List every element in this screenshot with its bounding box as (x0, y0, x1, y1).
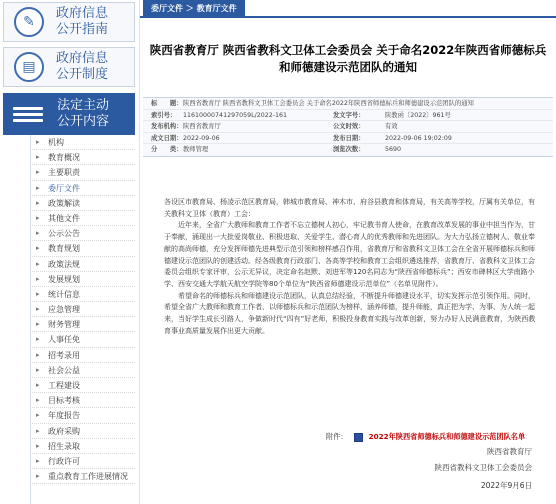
breadcrumb-bar (140, 0, 556, 18)
meta-cat-key: 分 类： (151, 146, 183, 153)
salutation: 各设区市教育局、杨凌示范区教育局，韩城市教育局、神木市、府谷县教育和体育局，有关高等学校，厅属有关单位，有关教科文卫体（教育）工会： (164, 198, 535, 218)
document-icon: ▤ (14, 52, 44, 82)
sidebar-item-personnel[interactable]: ▸ 人事任免 (30, 332, 135, 347)
breadcrumb[interactable]: 委厅文件 ＞ 教育厅文件 (143, 0, 245, 18)
sidebar-item-overview[interactable]: ▸ 教育概况 (30, 150, 135, 165)
word-file-icon (354, 433, 363, 442)
meta-views-value: 5690 (385, 146, 402, 153)
main-content (139, 0, 556, 504)
sidebar-item-dev-planning[interactable]: ▸ 发展规划 (30, 272, 135, 287)
meta-table (143, 97, 553, 157)
attachment-label: 附件： (326, 432, 348, 441)
meta-title-value: 陕西省教育厅 陕西省教科文卫体工会委员会 关于命名2022年陕西省师德标兵和师德建设示范团队的通知 (183, 100, 474, 107)
sidebar-item-policy-interpret[interactable]: ▸ 政策解读 (30, 196, 135, 211)
page-title (140, 42, 556, 76)
meta-title-key: 标 题： (151, 100, 183, 107)
sidebar-item-documents[interactable]: ▸ 委厅文件 (30, 181, 135, 196)
sidebar-item-duties[interactable]: ▸ 主要职责 (30, 165, 135, 180)
meta-row-index (143, 110, 553, 122)
active-section-card[interactable] (3, 93, 135, 135)
sidebar-item-construction[interactable]: ▸ 工程建设 (30, 378, 135, 393)
meta-cat-value: 教师管理 (183, 146, 209, 153)
meta-valid-value: 有效 (385, 123, 398, 130)
sidebar-item-public-welfare[interactable]: ▸ 社会公益 (30, 363, 135, 378)
attachment (326, 432, 525, 442)
system-card-line2: 公开制度 (56, 67, 109, 82)
active-card-line1: 法定主动 (57, 98, 110, 113)
sidebar-item-other-docs[interactable]: ▸ 其他文件 (30, 211, 135, 226)
meta-row-title (143, 98, 553, 110)
signature-org2: 陕西省教科文卫体工会委员会 (434, 463, 532, 472)
guide-card[interactable] (3, 2, 135, 42)
sidebar-item-jigou[interactable]: ▸ 机构 (30, 135, 135, 150)
sidebar-item-recruitment[interactable]: ▸ 招考录用 (30, 348, 135, 363)
sidebar-item-annual-report[interactable]: ▸ 年度报告 (30, 408, 135, 423)
meta-row-date (143, 133, 553, 145)
meta-pub-key: 发布日期： (333, 134, 365, 142)
title-line1: 陕西省教育厅 陕西省教科文卫体工会委员会 关于命名2022年陕西省师德标兵 (149, 43, 547, 57)
meta-pub-value: 2022-09-06 19:02:09 (385, 134, 452, 142)
meta-date-value: 2022-09-06 (183, 134, 220, 142)
sidebar-item-assessment[interactable]: ▸ 目标考核 (30, 393, 135, 408)
active-card-line2: 公开内容 (57, 114, 110, 129)
compass-icon: ✎ (14, 7, 44, 37)
meta-valid-key: 公文时效： (333, 123, 365, 130)
guide-card-line2: 公开指南 (56, 22, 109, 37)
meta-views-key: 浏览次数： (333, 146, 365, 153)
sidebar-item-edu-planning[interactable]: ▸ 教育规划 (30, 241, 135, 256)
menu-icon (13, 99, 43, 129)
sidebar-item-statistics[interactable]: ▸ 统计信息 (30, 287, 135, 302)
sidebar-item-announcements[interactable]: ▸ 公示公告 (30, 226, 135, 241)
signature-org1: 陕西省教育厅 (487, 447, 532, 456)
meta-row-category (143, 144, 553, 156)
meta-index-value: 11610000741297059L/2022-161 (183, 111, 288, 119)
meta-row-org (143, 121, 553, 133)
meta-org-key: 发布机构： (151, 123, 183, 130)
attachment-link[interactable]: 2022年陕西省师德标兵和师德建设示范团队名单 (368, 432, 526, 441)
sidebar-item-emergency[interactable]: ▸ 应急管理 (30, 302, 135, 317)
sidebar-item-finance[interactable]: ▸ 财务管理 (30, 317, 135, 332)
sidebar-item-admissions[interactable]: ▸ 招生录取 (30, 439, 135, 454)
system-card[interactable] (3, 47, 135, 87)
paragraph-2: 希望命名的师德标兵和师德建设示范团队，认真总结经验，不断提升师德建设水平，切实发挥示范引领作用。同时，希望全省广大教师和教育工作者，以师德标兵和示范团队为榜样，涵养师德，提升师能，真正把为学、为事、为人统一起来，当好学生成长引路人，争做新时代“四有”好老师，积极投身教育实践与改革创新，努力办好人民满意教育，为陕西教育事业高质量发展作出更大贡献。 (164, 291, 536, 335)
signature-date: 2022年9月6日 (480, 481, 532, 490)
paragraph-1: 近年来，全省广大教师和教育工作者不忘立德树人初心，牢记教书育人使命，在教育改革发展的事业中担当作为，甘于奉献，涌现出一大批爱岗敬业、积极进取、关爱学生、潜心育人的优秀教师和先进团队。为大力弘扬立德树人、敬业奉献的高尚师德，充分发挥师德先进典型示范引领和榜样感召作用，省教育厅和省教科文卫体工会在全省开展师德标兵和师德建设示范团队的创建活动。经各级教育行政部门、各高等学校和教育工会组织遴选推荐，省教育厅、省教科文卫体工会委员会组织专家评审，公示无异议，决定命名赵默、刘进军等120名同志为“陕西省师德标兵”；西安市碑林区大学南路小学、西安交通大学航天航空学院等80个单位为“陕西省师德建设示范单位”（名单见附件）。 (164, 221, 535, 288)
meta-org-value: 陕西省教育厅 (183, 123, 221, 130)
guide-card-line1: 政府信息 (56, 6, 109, 21)
sidebar (0, 0, 138, 504)
meta-date-key: 成文日期： (151, 134, 183, 142)
sidebar-item-key-progress[interactable]: ▸ 重点教育工作进展情况 (30, 469, 135, 484)
sidebar-nav-list (30, 135, 135, 484)
system-card-line1: 政府信息 (56, 51, 109, 66)
sidebar-item-licensing[interactable]: ▸ 行政许可 (30, 454, 135, 469)
title-line2: 和师德建设示范团队的通知 (279, 60, 417, 74)
meta-docno-value: 陕教函〔2022〕961号 (385, 111, 451, 119)
sidebar-item-regulations[interactable]: ▸ 政策法规 (30, 257, 135, 272)
article-body (164, 197, 536, 337)
meta-index-key: 索引号： (151, 111, 177, 119)
sidebar-item-procurement[interactable]: ▸ 政府采购 (30, 424, 135, 439)
meta-docno-key: 发文字号： (333, 111, 365, 119)
